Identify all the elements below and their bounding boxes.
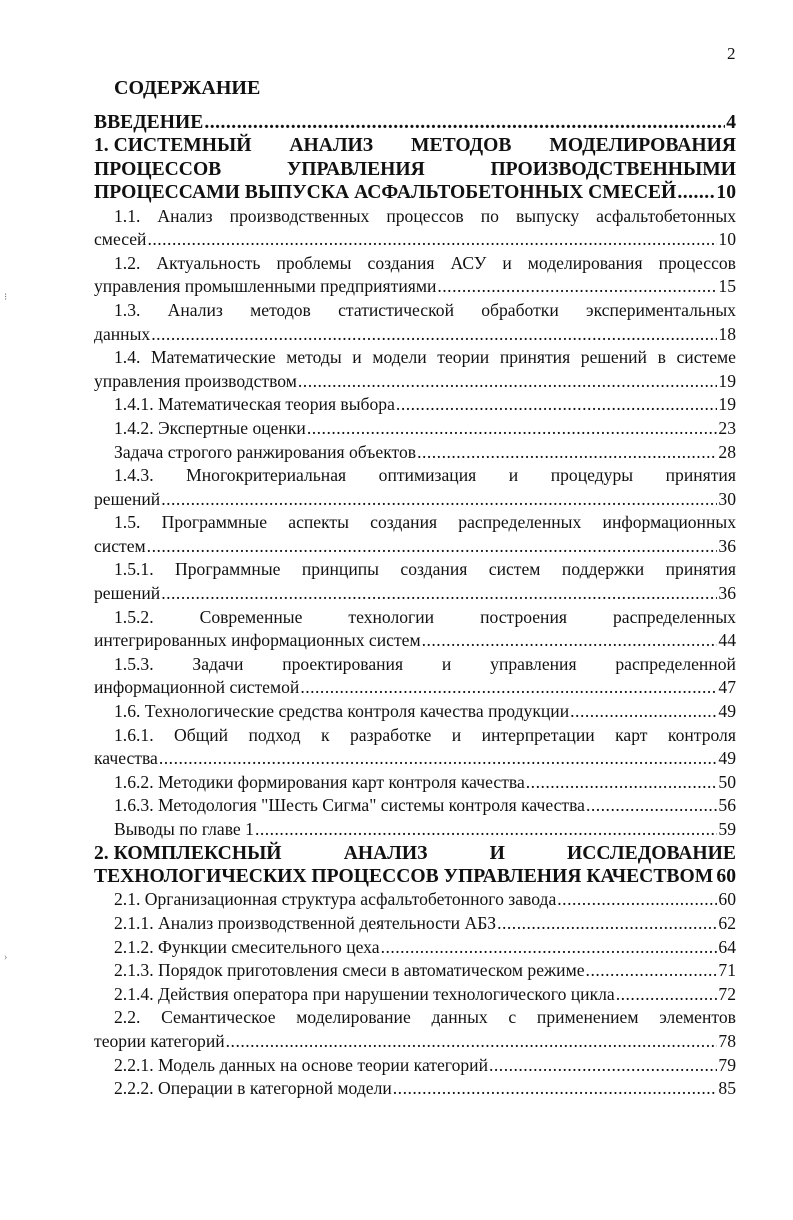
toc-word: Анализ (157, 205, 213, 226)
dot-leader (298, 370, 718, 394)
toc-entry[interactable] (94, 724, 736, 771)
toc-entry[interactable] (94, 1077, 736, 1101)
dot-leader (226, 1030, 718, 1054)
toc-entry-title: данных (94, 323, 151, 344)
dot-leader (570, 700, 717, 724)
toc-word: 2.2. (114, 1007, 141, 1028)
dot-leader (616, 983, 718, 1007)
toc-page-number: 85 (718, 1078, 736, 1099)
toc-word: производственных (229, 205, 370, 226)
toc-word: 1.5.1. (114, 559, 154, 580)
toc-page-number: 79 (718, 1054, 736, 1075)
toc-entry-last-line (94, 275, 736, 299)
toc-page-number: 19 (718, 370, 736, 391)
toc-page-number: 15 (718, 276, 736, 297)
toc-entry-last-line (94, 323, 736, 347)
toc-word: моделирование (296, 1007, 411, 1028)
toc-page-number: 30 (718, 488, 736, 509)
toc-word: АНАЛИЗ (289, 135, 374, 157)
toc-word: распределенных (458, 512, 582, 533)
toc-entry-last-line (94, 417, 736, 441)
toc-page-number: 72 (718, 983, 736, 1004)
toc-word: теории (437, 347, 490, 368)
toc-entry[interactable] (94, 842, 736, 889)
toc-word: принципы (301, 559, 379, 580)
toc-word: 1.5.3. (114, 653, 154, 674)
toc-entry[interactable] (94, 393, 736, 417)
toc-word: статистической (338, 299, 454, 320)
toc-entry[interactable] (94, 1054, 736, 1078)
toc-word: методов (250, 299, 311, 320)
toc-entry-title: 1.4.2. Экспертные оценки (114, 417, 306, 438)
toc-word: выпуску (515, 205, 580, 226)
toc-entry-last-line (94, 629, 736, 653)
toc-entry-title: смесей (94, 229, 147, 250)
toc-page-number: 49 (718, 701, 736, 722)
toc-word: проблемы (276, 252, 352, 273)
scan-mark: › (4, 952, 8, 963)
toc-entry-title: систем (94, 535, 146, 556)
toc-entry-last-line (94, 959, 736, 983)
toc-word: решений (580, 347, 647, 368)
toc-word: информационных (602, 512, 736, 533)
toc-entry-line (94, 158, 736, 181)
toc-entry-last-line (94, 1054, 736, 1078)
toc-entry[interactable] (94, 417, 736, 441)
toc-page-number: 23 (718, 417, 736, 438)
toc-entry-line (94, 134, 736, 157)
scan-mark: ⁝ (4, 292, 8, 303)
toc-entry[interactable] (94, 441, 736, 465)
toc-page-number: 60 (716, 865, 736, 887)
toc-entry-line (94, 464, 736, 488)
toc-entry-line (94, 558, 736, 582)
toc-entry-title: 1.4.1. Математическая теория выбора (114, 394, 395, 415)
toc-entry[interactable] (94, 464, 736, 511)
toc-page-number: 62 (718, 912, 736, 933)
toc-word: Математические (150, 347, 276, 368)
toc-entry-title: 1.6. Технологические средства контроля качества продукции (114, 701, 570, 722)
toc-word: создания (367, 252, 435, 273)
dot-leader (147, 535, 718, 559)
toc-entry-line (94, 511, 736, 535)
dot-leader (497, 912, 717, 936)
toc-entry-last-line (94, 370, 736, 394)
toc-word: Программные (175, 559, 281, 580)
toc-entry-last-line (94, 181, 736, 204)
toc-word: Актуальность (156, 252, 261, 273)
toc-word: и (502, 252, 512, 273)
toc-entry-last-line (94, 794, 736, 818)
toc-entry[interactable] (94, 1006, 736, 1053)
toc-page-number: 10 (716, 182, 736, 204)
dot-leader (151, 323, 717, 347)
toc-word: модели (372, 347, 427, 368)
toc-page-number: 47 (718, 677, 736, 698)
toc-entry-title: интегрированных информационных систем (94, 630, 421, 651)
toc-word: принятия (665, 465, 736, 486)
toc-word: Программные (161, 512, 268, 533)
dot-leader (307, 417, 718, 441)
toc-word: 2. КОМПЛЕКСНЫЙ (94, 842, 282, 864)
toc-page-number: 10 (718, 229, 736, 250)
toc-entry[interactable] (94, 606, 736, 653)
toc-word: в (657, 347, 666, 368)
toc-page-number: 18 (718, 323, 736, 344)
toc-word: к (320, 724, 330, 745)
toc-word: принятия (499, 347, 571, 368)
toc-word: моделирования (527, 252, 643, 273)
toc-entry-title: 2.1.1. Анализ производственной деятельности АБЗ (114, 912, 497, 933)
toc-entry-title: теории категорий (94, 1030, 225, 1051)
dot-leader (161, 488, 717, 512)
toc-entry-last-line (94, 111, 736, 134)
toc-word: разработке (349, 724, 432, 745)
toc-word: создания (370, 512, 438, 533)
toc-word: ПРОИЗВОДСТВЕННЫМИ (490, 158, 736, 180)
toc-entry-title: ТЕХНОЛОГИЧЕСКИХ ПРОЦЕССОВ УПРАВЛЕНИЯ КАЧЕСТВОМ (94, 865, 714, 887)
toc-entry-title: 1.6.2. Методики формирования карт контроля качества (114, 771, 525, 792)
dot-leader (557, 888, 717, 912)
toc-page-number: 28 (718, 441, 736, 462)
toc-entry-last-line (94, 818, 736, 842)
toc-word: Задачи (192, 653, 244, 674)
toc-entry-last-line (94, 1077, 736, 1101)
toc-word: распределенных (612, 606, 736, 627)
toc-word: подход (248, 724, 301, 745)
toc-entry-title: информационной системой (94, 677, 300, 698)
toc-word: ПРОЦЕССОВ (94, 158, 222, 180)
toc-entry[interactable] (94, 299, 736, 346)
toc-entry[interactable] (94, 205, 736, 252)
toc-word: 1.4. (114, 347, 141, 368)
toc-word: контроля (667, 724, 736, 745)
dot-leader (489, 1054, 717, 1078)
toc-entry[interactable] (94, 983, 736, 1007)
dot-leader (159, 747, 718, 771)
toc-word: 1. СИСТЕМНЫЙ (94, 135, 252, 157)
toc-entry[interactable] (94, 134, 736, 204)
toc-entry-line (94, 205, 736, 229)
toc-entry-title: 1.6.3. Методология "Шесть Сигма" системы контроля качества (114, 795, 585, 816)
toc-word: аспекты (288, 512, 349, 533)
toc-entry-last-line (94, 700, 736, 724)
toc-entry-last-line (94, 865, 736, 888)
toc-entry-title: управления промышленными предприятиями (94, 276, 437, 297)
toc-word: Многокритериальная (186, 465, 347, 486)
toc-entry-title: ВВЕДЕНИЕ (94, 112, 204, 133)
toc-entry[interactable] (94, 818, 736, 842)
toc-word: процессов (386, 205, 464, 226)
toc-word: 1.1. (114, 205, 141, 226)
toc-entry[interactable] (94, 511, 736, 558)
toc-entry-last-line (94, 912, 736, 936)
toc-page-number: 36 (718, 535, 736, 556)
toc-entry[interactable] (94, 912, 736, 936)
toc-word: оптимизация (378, 465, 477, 486)
toc-page-number: 56 (718, 795, 736, 816)
toc-word: Семантическое (161, 1007, 276, 1028)
dot-leader (422, 629, 718, 653)
toc-word: АНАЛИЗ (343, 842, 428, 864)
toc-entry-last-line (94, 747, 736, 771)
toc-word: технологии (348, 606, 435, 627)
toc-entry-line (94, 1006, 736, 1030)
toc-word: системе (676, 347, 736, 368)
dot-leader (586, 794, 717, 818)
toc-entry[interactable] (94, 346, 736, 393)
toc-word: экспериментальных (586, 299, 736, 320)
toc-entry-line (94, 252, 736, 276)
toc-word: Анализ (167, 299, 223, 320)
toc-entry-title: управления производством (94, 370, 297, 391)
toc-word: распределенной (615, 653, 736, 674)
toc-entry[interactable] (94, 771, 736, 795)
toc-word: 1.4.3. (114, 465, 154, 486)
toc-word: и (508, 465, 519, 486)
toc-word: по (480, 205, 499, 226)
toc-entry-last-line (94, 488, 736, 512)
toc-entry-title: качества (94, 748, 158, 769)
toc-entry-last-line (94, 441, 736, 465)
toc-entry-line (94, 606, 736, 630)
toc-entry[interactable] (94, 252, 736, 299)
toc-heading: СОДЕРЖАНИЕ (114, 77, 261, 99)
toc-page-number: 50 (718, 771, 736, 792)
toc-entry-line (94, 653, 736, 677)
toc-entry[interactable] (94, 700, 736, 724)
toc-entry-title: Задача строгого ранжирования объектов (114, 441, 417, 462)
dot-leader (300, 676, 717, 700)
dot-leader (147, 228, 717, 252)
toc-entry[interactable] (94, 794, 736, 818)
toc-word: ИССЛЕДОВАНИЕ (567, 842, 736, 864)
dot-leader (677, 181, 715, 204)
toc-entry-title: Выводы по главе 1 (114, 819, 254, 839)
toc-entry[interactable] (94, 653, 736, 700)
toc-word: элементов (659, 1007, 736, 1028)
toc-word: применением (536, 1007, 639, 1028)
toc-word: управления (490, 653, 577, 674)
dot-leader (204, 111, 725, 134)
toc-word: МОДЕЛИРОВАНИЯ (549, 135, 736, 157)
toc-page-number: 64 (718, 936, 736, 957)
toc-entry-last-line (94, 535, 736, 559)
dot-leader (161, 582, 717, 606)
toc-page-number: 44 (718, 630, 736, 651)
toc-entry-last-line (94, 228, 736, 252)
toc-word: методы (286, 347, 342, 368)
toc-page-number: 59 (718, 819, 736, 839)
toc-word: построения (480, 606, 567, 627)
toc-word: данных (431, 1007, 488, 1028)
dot-leader (586, 959, 718, 983)
toc-word: и (352, 347, 362, 368)
toc-word: карт (615, 724, 648, 745)
toc-word: поддержки (561, 559, 645, 580)
toc-word: обработки (481, 299, 559, 320)
toc-entry-title: 2.1.3. Порядок приготовления смеси в автоматическом режиме (114, 960, 585, 981)
toc-entry[interactable] (94, 888, 736, 912)
toc-entry-last-line (94, 983, 736, 1007)
toc-word: и (441, 653, 452, 674)
toc-entry-last-line (94, 676, 736, 700)
toc-entry-title: 2.1. Организационная структура асфальтобетонного завода (114, 889, 557, 910)
toc-word: 1.2. (114, 252, 141, 273)
toc-entry-title: решений (94, 488, 161, 509)
toc-word: создания (400, 559, 468, 580)
table-of-contents (94, 111, 736, 1101)
toc-page-number: 49 (718, 748, 736, 769)
toc-page-number: 60 (718, 889, 736, 910)
toc-word: 1.5.2. (114, 606, 154, 627)
toc-word: и (451, 724, 462, 745)
toc-entry-line (94, 299, 736, 323)
toc-word: проектирования (282, 653, 404, 674)
toc-page-number: 4 (726, 112, 736, 133)
dot-leader (255, 818, 717, 842)
toc-word: УПРАВЛЕНИЯ (286, 158, 425, 180)
toc-word: процедуры (550, 465, 634, 486)
dot-leader (417, 441, 717, 465)
toc-entry-title: 2.1.4. Действия оператора при нарушении технологического цикла (114, 983, 615, 1004)
dot-leader (714, 865, 715, 888)
toc-word: систем (488, 559, 541, 580)
toc-word: 1.6.1. (114, 724, 154, 745)
toc-word: асфальтобетонных (596, 205, 736, 226)
toc-entry-last-line (94, 1030, 736, 1054)
dot-leader (396, 393, 717, 417)
dot-leader (526, 771, 718, 795)
toc-word: АСУ (450, 252, 487, 273)
page-number: 2 (727, 44, 736, 63)
toc-word: принятия (665, 559, 736, 580)
toc-entry-line (94, 346, 736, 370)
toc-entry-last-line (94, 771, 736, 795)
toc-page-number: 19 (718, 394, 736, 415)
toc-entry-line (94, 724, 736, 748)
toc-entry[interactable] (94, 959, 736, 983)
toc-entry-title: ПРОЦЕССАМИ ВЫПУСКА АСФАЛЬТОБЕТОННЫХ СМЕСЕЙ (94, 182, 677, 204)
toc-word: процессов (658, 252, 736, 273)
dot-leader (381, 936, 718, 960)
toc-word: Общий (174, 724, 229, 745)
toc-entry-title: решений (94, 583, 161, 604)
dot-leader (393, 1077, 718, 1101)
toc-word: с (508, 1007, 517, 1028)
toc-entry-last-line (94, 888, 736, 912)
toc-page-number: 78 (718, 1030, 736, 1051)
toc-entry-last-line (94, 582, 736, 606)
dot-leader (437, 275, 717, 299)
toc-entry-last-line (94, 936, 736, 960)
toc-word: И (489, 842, 505, 864)
toc-word: 1.5. (114, 512, 141, 533)
toc-entry[interactable] (94, 111, 736, 134)
toc-entry-title: 2.1.2. Функции смесительного цеха (114, 936, 380, 957)
toc-entry-title: 2.2.2. Операции в категорной модели (114, 1078, 392, 1099)
toc-word: МЕТОДОВ (411, 135, 512, 157)
toc-word: интерпретации (481, 724, 595, 745)
toc-entry[interactable] (94, 558, 736, 605)
toc-page-number: 71 (718, 960, 736, 981)
toc-page-number: 36 (718, 583, 736, 604)
toc-word: Современные (199, 606, 303, 627)
toc-entry-line (94, 842, 736, 865)
toc-entry-last-line (94, 393, 736, 417)
toc-entry[interactable] (94, 936, 736, 960)
toc-word: 1.3. (114, 299, 141, 320)
toc-entry-title: 2.2.1. Модель данных на основе теории категорий (114, 1054, 488, 1075)
